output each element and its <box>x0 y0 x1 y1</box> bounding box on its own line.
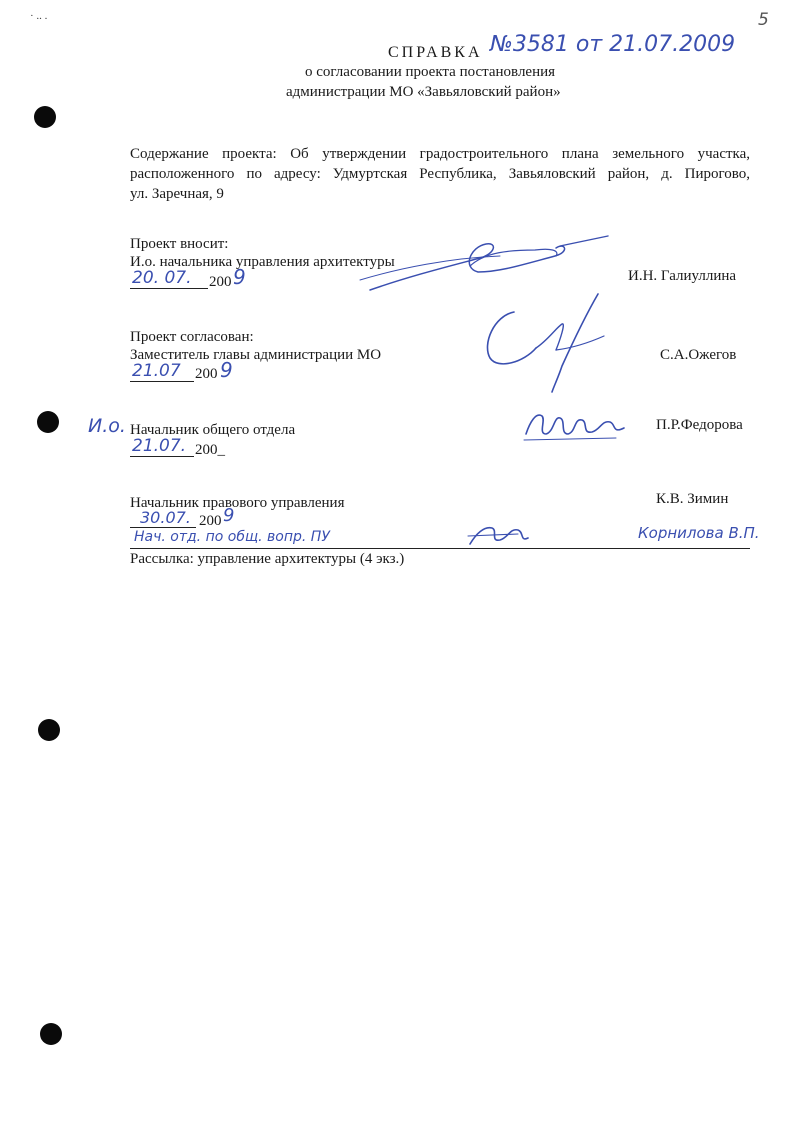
approval-1-date-underline <box>130 288 208 289</box>
content-line-3: ул. Заречная, 9 <box>130 186 224 202</box>
approval-1-year-hand: 9 <box>233 265 246 289</box>
signature-pu-initials <box>462 518 532 550</box>
approval-1-date-hand: 20. 07. <box>132 268 192 288</box>
approval-2-name: С.А.Ожегов <box>660 347 737 363</box>
content-line-1: Содержание проекта: Об утверждении градостроительного плана земельного участка, <box>130 146 750 162</box>
approval-4-date-underline <box>130 527 196 528</box>
approval-2-date-underline <box>130 381 194 382</box>
approval-4-note-hand: Нач. отд. по общ. вопр. ПУ <box>134 529 330 545</box>
document-number-handwritten: №3581 от 21.07.2009 <box>490 32 736 57</box>
punch-hole-4 <box>40 1023 62 1045</box>
distribution-line: Рассылка: управление архитектуры (4 экз.) <box>130 551 405 567</box>
punch-hole-2 <box>37 411 59 433</box>
approval-3-prefix-hand: И.о. <box>88 415 126 437</box>
approval-3-year-print: 200_ <box>195 442 225 458</box>
document-title: СПРАВКА <box>388 44 483 61</box>
approval-2-date-hand: 21.07 <box>132 361 181 381</box>
approval-1-role: И.о. начальника управления архитектуры <box>130 254 395 270</box>
approval-4-date-hand: 30.07. <box>140 508 191 527</box>
approval-4-year-print: 200 <box>199 513 222 529</box>
approval-4-year-hand: 9 <box>223 505 235 526</box>
signature-fedorova <box>520 404 630 444</box>
punch-hole-3 <box>38 719 60 741</box>
approval-3-role: Начальник общего отдела <box>130 422 296 438</box>
subtitle-line-2: администрации МО «Завьяловский район» <box>286 84 561 100</box>
approval-2-year-hand: 9 <box>220 358 233 382</box>
subtitle-line-1: о согласовании проекта постановления <box>305 64 556 80</box>
corner-mark: · .. . <box>30 10 48 22</box>
approval-4-note-line <box>130 548 750 549</box>
approval-1-label: Проект вносит: <box>130 236 229 252</box>
approval-3-name: П.Р.Федорова <box>656 417 743 433</box>
approval-2-label: Проект согласован: <box>130 329 254 345</box>
page-number-mark: 5 <box>758 10 769 30</box>
approval-3-date-underline <box>130 456 194 457</box>
approval-4-name: К.В. Зимин <box>656 491 729 507</box>
signature-ozhegov <box>476 288 626 398</box>
approval-3-date-hand: 21.07. <box>132 436 187 456</box>
approval-1-year-print: 200 <box>209 274 232 290</box>
approval-1-name: И.Н. Галиуллина <box>628 268 737 284</box>
punch-hole-1 <box>34 106 56 128</box>
approval-2-role: Заместитель главы администрации МО <box>130 347 382 363</box>
content-line-2: расположенного по адресу: Удмуртская Республика, Завьяловский район, д. Пирогово, <box>130 166 750 182</box>
approval-4-role: Начальник правового управления <box>130 495 345 511</box>
approval-4-signer-hand: Корнилова В.П. <box>638 524 760 542</box>
approval-2-year-print: 200 <box>195 366 218 382</box>
